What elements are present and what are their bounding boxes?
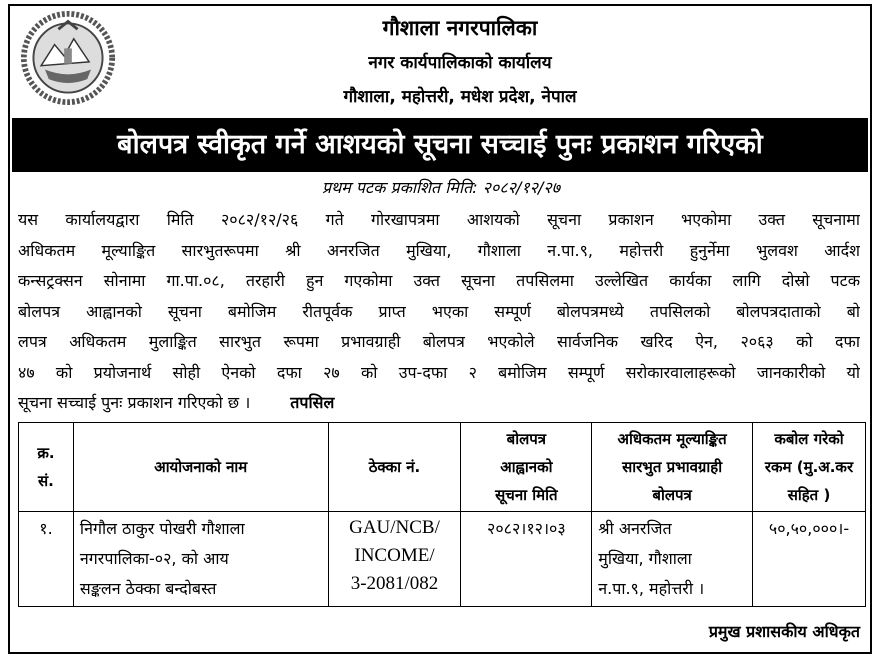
body-line: कन्सट्रक्सन सोनामा गा.पा.०८, तरहारी हुन गएकोमा उक्त सूचना तपसिलमा उल्लेखित कार्यका लागि दोस्रो पटक <box>18 271 860 290</box>
header-line: रकम (मु.अ.कर <box>764 458 854 476</box>
signature-title: प्रमुख प्रशासकीय अधिकृत <box>708 622 860 641</box>
header-line: अधिकतम मूल्याङ्कित <box>617 430 727 448</box>
cell-line: 3-2081/082 <box>350 573 439 594</box>
header-amount <box>753 423 866 512</box>
office-subtitle: नगर कार्यपालिकाको कार्यालय <box>368 53 552 73</box>
cell-line: न.पा.९, महोत्तरी । <box>598 579 705 598</box>
cell-project <box>73 512 328 607</box>
details-table <box>18 422 866 607</box>
cell-bidder <box>592 512 753 607</box>
office-address: गौशाला, महोत्तरी, मधेश प्रदेश, नेपाल <box>343 87 577 107</box>
cell-sn: १. <box>19 512 74 607</box>
notice-body <box>18 205 860 419</box>
header-date <box>461 423 592 512</box>
header-project: आयोजनाको नाम <box>73 423 328 512</box>
cell-line: श्री अनरजित <box>598 519 672 538</box>
header-bidder <box>592 423 753 512</box>
header-line: सूचना मिति <box>495 486 558 504</box>
header-line: बोलपत्र <box>506 430 547 448</box>
header-line: क्र. <box>37 444 55 462</box>
notice-title: बोलपत्र स्वीकृत गर्ने आशयको सूचना सच्चाई पुनः प्रकाशन गरिएको <box>12 118 868 172</box>
cell-contract <box>328 512 461 607</box>
tapasil-label: तपसिल <box>290 393 335 412</box>
header-line: बोलपत्र <box>652 486 692 504</box>
header-line: सं. <box>38 472 54 490</box>
first-published-date: प्रथम पटक प्रकाशित मिति: २०८२/१२/२७ <box>321 178 561 197</box>
table-row <box>19 512 866 607</box>
table-header-row <box>19 423 866 512</box>
header-line: कबोल गरेको <box>774 430 844 448</box>
cell-line: GAU/NCB/ <box>349 517 440 538</box>
cell-amount: ५०,५०,०००।- <box>753 512 866 607</box>
body-line: बोलपत्र आह्वानको सूचना बमोजिम रीतपूर्वक प्राप्त भएका सम्पूर्ण बोलपत्रमध्ये तपसिलको बोलपत्रदाताको बो <box>18 301 860 321</box>
header-sn <box>19 423 74 512</box>
header-line: सहित ) <box>787 486 831 504</box>
body-line: यस कार्यालयद्वारा मिति २०८२/१२/२६ गते गोरखापत्रमा आशयको सूचना प्रकाशन भएकोमा उक्त सूचनामा <box>18 210 860 229</box>
office-name: गौशाला नगरपालिका <box>382 16 538 40</box>
cell-line: INCOME/ <box>354 545 435 566</box>
body-line-last <box>18 388 860 419</box>
cell-line: नगरपालिका-०२, को आय <box>79 549 229 568</box>
nepal-emblem-icon <box>20 10 116 106</box>
header-contract: ठेक्का नं. <box>328 423 461 512</box>
cell-line: मुखिया, गौशाला <box>598 549 692 568</box>
cell-line: निगौल ठाकुर पोखरी गौशाला <box>79 519 245 538</box>
cell-date: २०८२।१२।०३ <box>461 512 592 607</box>
body-line: लपत्र अधिकतम मुलाङ्कित सारभुत रूपमा प्रभावग्राही बोलपत्र भएकोले सार्वजनिक खरिद ऐन, २०६३ को दफा <box>18 332 860 351</box>
body-line: अधिकतम मूल्याङ्कित सारभुतरूपमा श्री अनरजित मुखिया, गौशाला न.पा.९, महोत्तरी हुनुर्नेमा भुलवश आर्दश <box>18 240 860 260</box>
body-line: सूचना सच्चाई पुनः प्रकाशन गरिएको छ । <box>18 393 251 412</box>
header-line: आह्वानको <box>500 458 553 476</box>
cell-line: सङ्कलन ठेक्का बन्दोबस्त <box>79 579 217 598</box>
header-line: सारभुत प्रभावग्राही <box>622 458 723 476</box>
body-line: ४७ को प्रयोजनार्थ सोही ऐनको दफा २७ को उप-दफा २ बमोजिम सम्पूर्ण सरोकारवालाहरूको जानकारीको यो <box>18 362 860 382</box>
